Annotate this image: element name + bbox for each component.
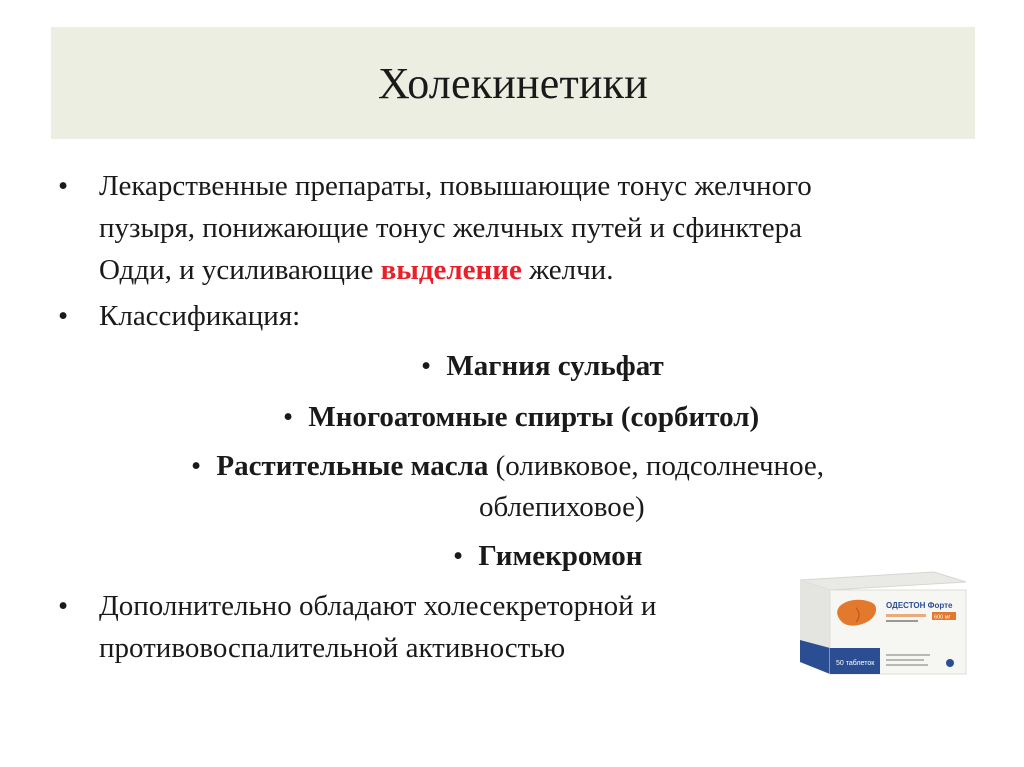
- product-dose-label: 600 мг: [934, 614, 951, 621]
- sub-item-polyols: [283, 397, 759, 437]
- bullet-additional: [58, 586, 778, 670]
- product-brand-label: ОДЕСТОН Форте: [886, 601, 953, 610]
- bullet-marker: •: [191, 450, 202, 482]
- sub-item-label: Многоатомные спирты (сорбитол): [308, 401, 760, 433]
- title-bar: [51, 27, 975, 139]
- sub-item-magnesium: [421, 346, 664, 386]
- highlight-secretion: выделение: [380, 254, 522, 286]
- definition-line-2: пузыря, понижающие тонус желчных путей и сфинктера: [99, 212, 802, 244]
- bullet-definition: [58, 166, 958, 286]
- bullet-marker: •: [58, 300, 69, 332]
- bullet-marker: •: [58, 590, 69, 622]
- sub-item-hymecromone: [453, 536, 642, 576]
- product-box-svg: [790, 568, 970, 680]
- additional-line-1: Дополнительно обладают холесекреторной и: [99, 590, 657, 622]
- slide-title: Холекинетики: [377, 58, 648, 108]
- sub-item-label: Растительные масла: [216, 450, 489, 482]
- definition-line-3: [99, 250, 613, 290]
- classification-label: Классификация:: [99, 300, 301, 332]
- product-box-image: [790, 568, 970, 680]
- sub-item-detail: (оливковое, подсолнечное,: [488, 450, 825, 482]
- definition-line-1: Лекарственные препараты, повышающие тонус желчного: [99, 170, 812, 202]
- additional-line-2: противовоспалительной активностью: [99, 632, 566, 664]
- sub-item-vegetable-oils: [191, 446, 824, 486]
- sub-item-label: Гимекромон: [478, 540, 643, 572]
- bullet-classification: [58, 296, 958, 336]
- bullet-marker: •: [58, 170, 69, 202]
- sub-item-label: Магния сульфат: [446, 350, 664, 382]
- definition-line-3-start: Одди, и усиливающие: [99, 254, 381, 286]
- product-count-label: 50 таблеток: [836, 660, 875, 667]
- sub-item-vegetable-oils-line-2: облепиховое): [479, 491, 645, 523]
- bullet-marker: •: [421, 350, 432, 382]
- bullet-marker: •: [283, 401, 294, 433]
- bullet-marker: •: [453, 540, 464, 572]
- definition-line-3-end: желчи.: [521, 254, 614, 286]
